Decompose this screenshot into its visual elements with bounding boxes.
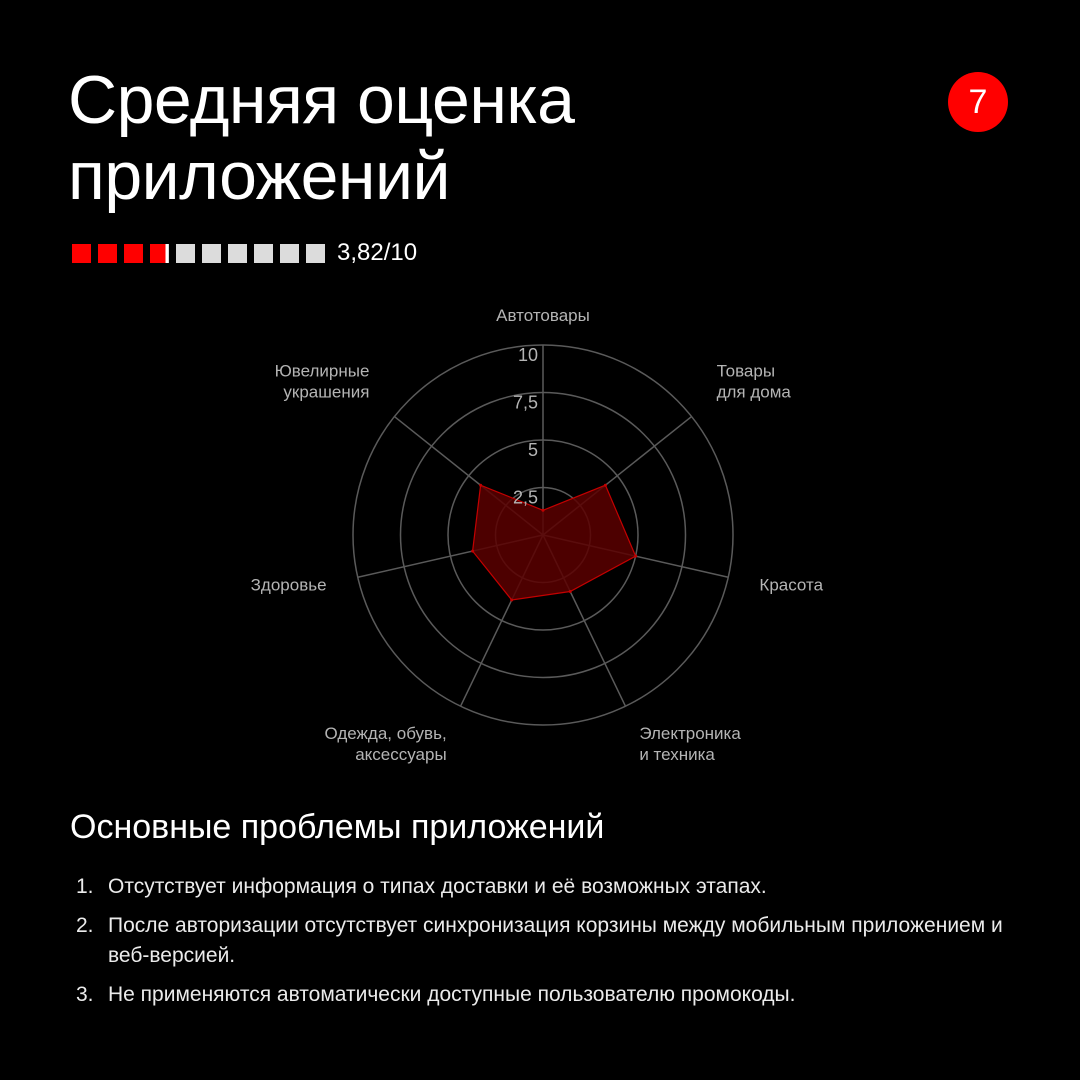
tick-label: 10 (517, 345, 538, 365)
category-label (496, 306, 590, 325)
category-label (275, 362, 370, 402)
list-item (70, 911, 1010, 971)
category-label-line: Ювелирные (274, 361, 370, 381)
category-label-line: Здоровье (250, 575, 327, 595)
problems-heading: Основные проблемы приложений (70, 808, 605, 846)
list-item-text: Не применяются автоматически доступные пользователю промокоды. (108, 983, 796, 1006)
data-point (471, 550, 474, 553)
category-label-line: Красота (759, 575, 824, 595)
category-label-line: Автотовары (496, 306, 590, 325)
rating-segment (306, 244, 325, 263)
data-point (569, 590, 572, 593)
rating-segment (150, 244, 169, 263)
list-item-text: Отсутствует информация о типах доставки и её возможных этапах. (108, 875, 767, 898)
category-label-line: и техника (639, 745, 715, 765)
category-label (639, 724, 741, 764)
data-point (542, 509, 545, 512)
page-number-badge: 7 (948, 72, 1008, 132)
category-label (325, 724, 447, 764)
tick-label: 5 (527, 440, 538, 460)
rating-bar (72, 244, 325, 263)
rating-segment (254, 244, 273, 263)
data-point (604, 484, 607, 487)
title-line-1: Средняя оценка (68, 62, 575, 138)
data-area (473, 485, 636, 600)
data-point (634, 555, 637, 558)
category-label (717, 362, 792, 402)
category-label (759, 575, 823, 594)
list-item (70, 980, 1010, 1010)
rating-value: 3,82/10 (337, 239, 418, 266)
category-label-line: Электроника (639, 724, 741, 744)
rating-segment (176, 244, 195, 263)
rating-segment (202, 244, 221, 263)
category-label-line: аксессуары (355, 745, 447, 765)
list-item-number: 3. (76, 983, 94, 1006)
rating-segment (98, 244, 117, 263)
category-label-line: Товары (716, 361, 776, 381)
average-rating (72, 238, 417, 268)
list-item (70, 872, 1010, 902)
data-point (479, 484, 482, 487)
radar-chart (200, 290, 880, 770)
page-title (68, 62, 828, 214)
problems-list (70, 872, 1010, 1019)
list-item-number: 2. (76, 914, 94, 937)
category-label-line: Одежда, обувь, (324, 724, 447, 744)
tick-label: 2,5 (512, 487, 538, 508)
list-item-text: После авторизации отсутствует синхронизация корзины между мобильным приложением и веб-версией. (108, 914, 1003, 967)
category-label-line: украшения (283, 382, 370, 402)
category-label-line: для дома (716, 382, 791, 402)
rating-segment (124, 244, 143, 263)
tick-label: 7,5 (512, 392, 538, 413)
data-point (510, 599, 513, 602)
list-item-number: 1. (76, 875, 94, 898)
rating-segment (228, 244, 247, 263)
rating-segment (280, 244, 299, 263)
title-line-2: приложений (68, 138, 450, 214)
category-label (251, 575, 327, 594)
rating-segment (72, 244, 91, 263)
